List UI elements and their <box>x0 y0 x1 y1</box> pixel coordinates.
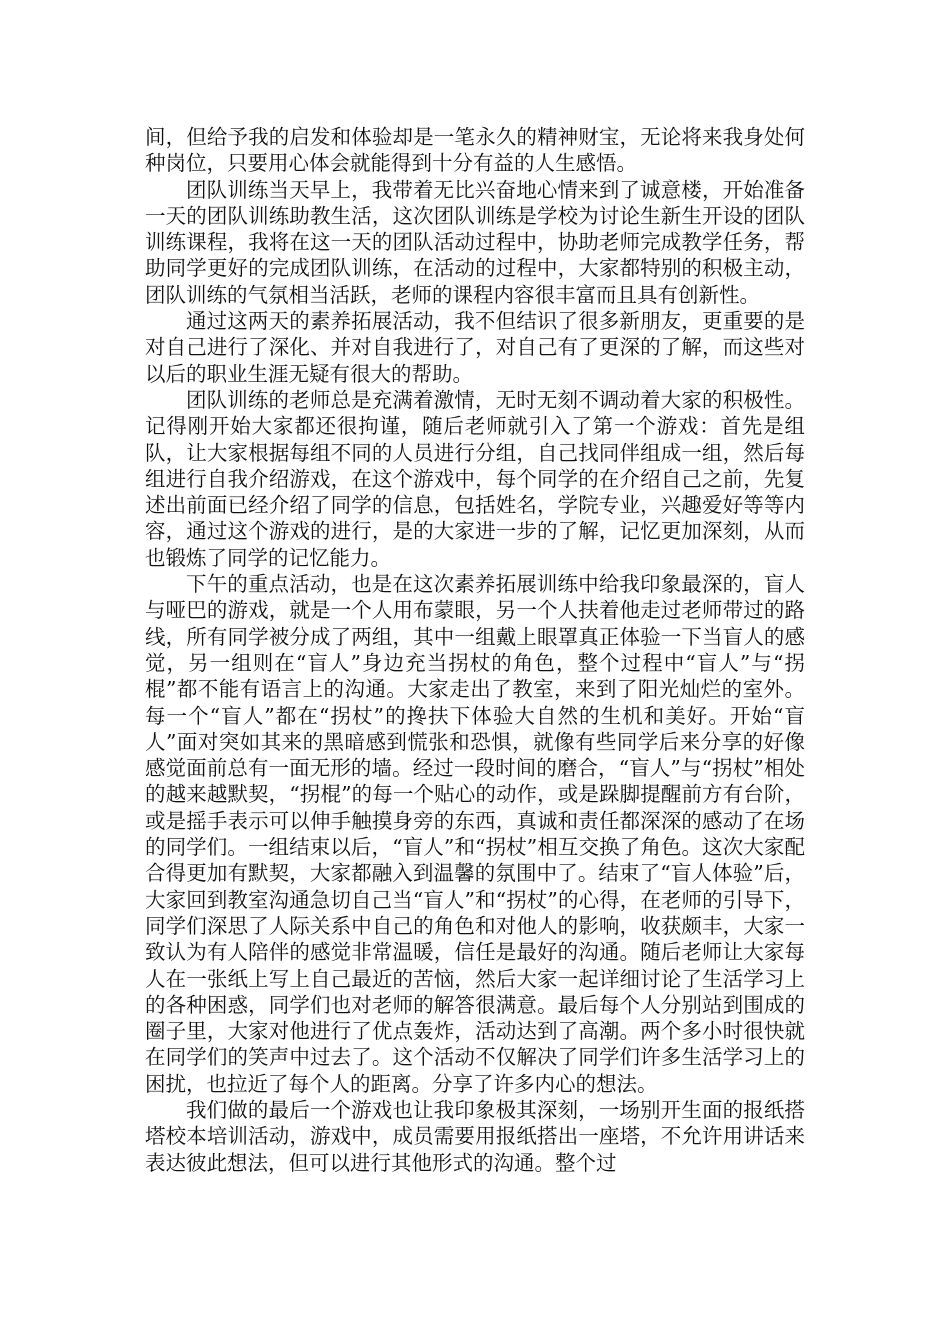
paragraph-1: 间，但给予我的启发和体验却是一笔永久的精神财宝，无论将来我身处何种岗位，只要用心体会就能得到十分有益的人生感悟。 <box>145 125 805 176</box>
paragraph-5: 下午的重点活动，也是在这次素养拓展训练中给我印象最深的，盲人与哑巴的游戏，就是一个人用布蒙眼，另一个人扶着他走过老师带过的路线，所有同学被分成了两组，其中一组戴上眼罩真正体验一下当盲人的感觉，另一组则在“盲人”身边充当拐杖的角色，整个过程中“盲人”与“拐棍”都不能有语言上的沟通。大家走出了教室，来到了阳光灿烂的室外。每一个“盲人”都在“拐杖”的搀扶下体验大自然的生机和美好。开始“盲人”面对突如其来的黑暗感到慌张和恐惧，就像有些同学后来分享的好像感觉面前总有一面无形的墙。经过一段时间的磨合，“盲人”与“拐杖”相处的越来越默契，“拐棍”的每一个贴心的动作，或是跺脚提醒前方有台阶，或是摇手表示可以伸手触摸身旁的东西，真诚和责任都深深的感动了在场的同学们。一组结束以后，“盲人”和“拐杖”相互交换了角色。这次大家配合得更加有默契，大家都融入到温馨的氛围中了。结束了“盲人体验”后，大家回到教室沟通急切自己当“盲人”和“拐杖”的心得，在老师的引导下，同学们深思了人际关系中自己的角色和对他人的影响，收获颇丰，大家一致认为有人陪伴的感觉非常温暖，信任是最好的沟通。随后老师让大家每人在一张纸上写上自己最近的苦恼，然后大家一起详细讨论了生活学习上的各种困惑，同学们也对老师的解答很满意。最后每个人分别站到围成的圈子里，大家对他进行了优点轰炸，活动达到了高潮。两个多小时很快就在同学们的笑声中过去了。这个活动不仅解决了同学们许多生活学习上的困扰，也拉近了每个人的距离。分享了许多内心的想法。 <box>145 572 805 1096</box>
paragraph-6: 我们做的最后一个游戏也让我印象极其深刻，一场别开生面的报纸搭塔校本培训活动，游戏中，成员需要用报纸搭出一座塔，不允许用讲话来表达彼此想法，但可以进行其他形式的沟通。整个过 <box>145 1097 805 1175</box>
paragraph-3: 通过这两天的素养拓展活动，我不但结识了很多新朋友，更重要的是对自己进行了深化、并对自我进行了，对自己有了更深的了解，而这些对以后的职业生涯无疑有很大的帮助。 <box>145 309 805 386</box>
paragraph-2: 团队训练当天早上，我带着无比兴奋地心情来到了诚意楼，开始准备一天的团队训练助教生活，这次团队训练是学校为讨论生新生开设的团队训练课程，我将在这一天的团队活动过程中，协助老师完成教学任务，帮助同学更好的完成团队训练，在活动的过程中，大家都特别的积极主动，团队训练的气氛相当活跃，老师的课程内容很丰富而且具有创新性。 <box>145 177 805 307</box>
document-body <box>145 124 805 1176</box>
paragraph-4: 团队训练的老师总是充满着激情，无时无刻不调动着大家的积极性。记得刚开始大家都还很拘谨，随后老师就引入了第一个游戏：首先是组队，让大家根据每组不同的人员进行分组，自己找同伴组成一组，然后每组进行自我介绍游戏，在这个游戏中，每个同学的在介绍自己之前，先复述出前面已经介绍了同学的信息，包括姓名，学院专业，兴趣爱好等等内容，通过这个游戏的进行，是的大家进一步的了解，记忆更加深刻，从而也锻炼了同学的记忆能力。 <box>145 387 805 570</box>
